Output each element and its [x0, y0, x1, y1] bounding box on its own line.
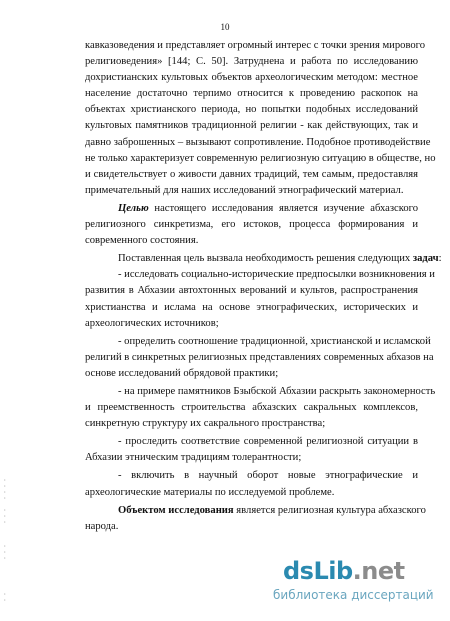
text-line	[85, 468, 418, 484]
text-run: синкретную структуру их сакрального пространства;	[85, 418, 326, 430]
text-line	[85, 102, 418, 118]
text-run: основе исследований обрядовой практики;	[85, 367, 279, 379]
text-run: Поставленная цель вызвала необходимость решения следующих	[118, 253, 413, 265]
text-run: и свидетельствует о живости давних традиций, тем самым, предоставляя	[85, 168, 418, 180]
text-run: кавказоведения и представляет огромный интерес с точки зрения мирового	[85, 40, 426, 51]
text-line	[85, 350, 434, 366]
text-line	[85, 251, 442, 267]
text-run: является религиозная культура абхазского	[233, 504, 426, 516]
text-run: объектах христианского периода, но попытки подобных исследований	[85, 104, 418, 116]
text-run: - проследить соответствие современной религиозной ситуации в	[118, 436, 418, 448]
text-line	[85, 366, 418, 382]
text-run: народа.	[85, 520, 119, 532]
text-run: культовых памятников традиционной религии - как действующих, так и	[85, 120, 418, 132]
text-run: археологических источников;	[85, 317, 219, 329]
page-number: 10	[220, 22, 230, 32]
text-run: давно заброшенных – вызывают сопротивление. Подобное противодействие	[85, 136, 431, 148]
text-run: христианства и ислама на основе этнографических, исторических и	[85, 301, 418, 313]
text-line	[85, 201, 418, 217]
text-run: :	[438, 253, 442, 265]
text-line	[85, 283, 418, 299]
watermark-logo-part2: .net	[352, 557, 405, 585]
text-run: не только характеризует современную религиозную ситуацию в обществе, но	[85, 152, 436, 164]
text-run: археологические материалы по исследуемой проблеме.	[85, 486, 335, 498]
text-run: - включить в научный оборот новые этнографические и	[118, 470, 418, 482]
text-run: население достаточно терпимо относится к проведению раскопок на	[85, 88, 418, 100]
body-text	[85, 38, 442, 535]
text-line	[85, 135, 431, 151]
text-line	[85, 503, 426, 519]
watermark-logo-part1: dsLib	[283, 557, 353, 585]
text-run: развития в Абхазии автохтонных верований и культов, распространения	[85, 285, 418, 297]
text-run: дохристианских культовых объектов археологическим методом: местное	[85, 72, 418, 84]
text-run: религиоведения» [144; С. 50]. Затруднена и работа по исследованию	[85, 56, 418, 68]
watermark-tagline: библиотека диссертаций	[273, 588, 434, 602]
text-line	[85, 167, 418, 183]
text-line	[85, 384, 436, 400]
text-run: Абхазии этническим традициям толерантности;	[85, 452, 302, 464]
text-run: религий в синкретных религиозных представлениях современных абхазов на	[85, 351, 434, 363]
text-line	[85, 519, 418, 535]
text-run: задач	[412, 253, 439, 265]
watermark[interactable]	[273, 557, 438, 609]
text-line	[85, 267, 435, 283]
text-run: примечательный для наших исследований этнографический материал.	[85, 184, 404, 196]
text-line	[85, 54, 418, 70]
text-line	[85, 86, 418, 102]
text-run: - исследовать социально-исторические предпосылки возникновения и	[118, 269, 435, 281]
text-line	[85, 300, 418, 316]
text-line	[85, 334, 431, 350]
text-line	[85, 118, 418, 134]
text-run: - определить соотношение традиционной, христианской и исламской	[118, 335, 431, 347]
margin-scan-marks: · · · · · · · · · · · ·	[3, 477, 7, 604]
text-line	[85, 416, 418, 432]
text-line	[85, 485, 418, 501]
text-line	[85, 316, 418, 332]
text-line	[85, 70, 418, 86]
text-line	[85, 450, 418, 466]
text-line	[85, 151, 436, 167]
text-line	[85, 434, 418, 450]
text-run: Объектом исследования	[118, 504, 234, 516]
text-run: Целью	[118, 202, 149, 214]
text-line	[85, 183, 418, 199]
text-run: и преемственность строительства абхазских сакральных комплексов,	[85, 402, 418, 414]
text-run: современного состояния.	[85, 235, 199, 247]
text-run: религиозного синкретизма, его истоков, процесса формирования и	[85, 219, 418, 231]
text-line	[85, 38, 426, 54]
text-line	[85, 217, 418, 233]
text-run: настоящего исследования является изучение абхазского	[148, 202, 418, 214]
watermark-logo	[283, 557, 405, 585]
text-run: - на примере памятников Бзыбской Абхазии раскрыть закономерность	[118, 385, 436, 397]
text-line	[85, 400, 418, 416]
text-line	[85, 233, 418, 249]
